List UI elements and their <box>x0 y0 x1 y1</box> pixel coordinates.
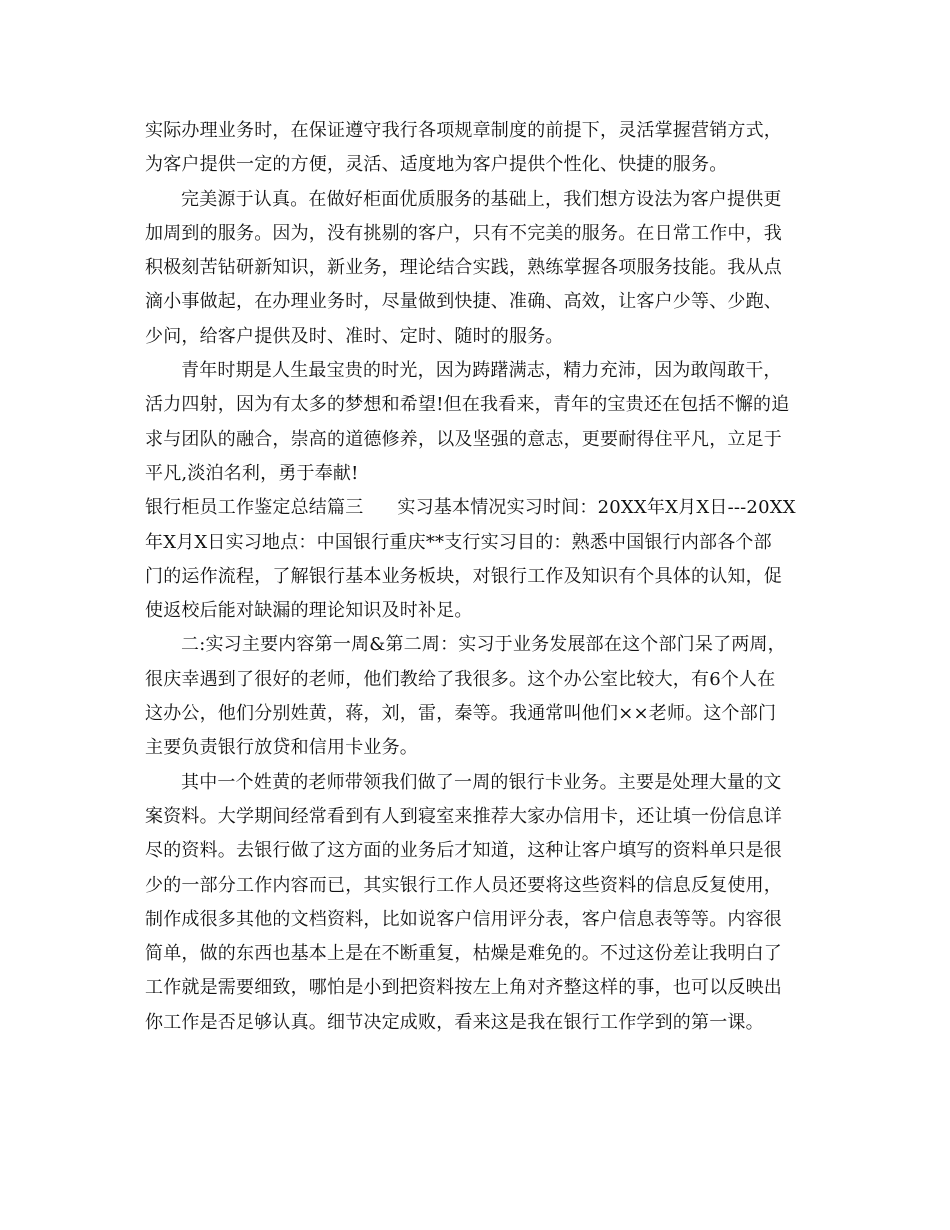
text-line: 平凡,淡泊名利，勇于奉献! <box>145 462 359 484</box>
paragraph-2 <box>145 183 810 354</box>
section-heading: 银行柜员工作鉴定总结篇三 <box>145 497 364 519</box>
text-line: 滴小事做起，在办理业务时，尽量做到快捷、准确、高效，让客户少等、少跑、 <box>145 291 782 313</box>
text-line: 使返校后能对缺漏的理论知识及时补足。 <box>145 600 473 622</box>
text-line: 这办公，他们分别姓黄，蒋，刘，雷，秦等。我通常叫他们××老师。这个部门 <box>145 703 777 725</box>
paragraph-4 <box>145 491 810 628</box>
text-line: 二:实习主要内容第一周&第二周：实习于业务发展部在这个部门呆了两周， <box>181 634 786 656</box>
text-line: 其中一个姓黄的老师带领我们做了一周的银行卡业务。主要是处理大量的文 <box>181 771 782 793</box>
paragraph-6 <box>145 766 810 1040</box>
text-line: 尽的资料。去银行做了这方面的业务后才知道，这种让客户填写的资料单只是很 <box>145 840 782 862</box>
text-line: 青年时期是人生最宝贵的时光，因为踌躇满志，精力充沛，因为敢闯敢干， <box>181 360 782 382</box>
paragraph-3 <box>145 354 810 491</box>
text-line: 实际办理业务时，在保证遵守我行各项规章制度的前提下，灵活掌握营销方式， <box>145 120 782 141</box>
text-line: 少的一部分工作内容而已，其实银行工作人员还要将这些资料的信息反复使用， <box>145 874 782 896</box>
text-segment: 实习基本情况实习时间：20XX年X月X日---20XX <box>397 497 796 519</box>
text-line: 完美源于认真。在做好柜面优质服务的基础上，我们想方设法为客户提供更 <box>181 188 782 210</box>
paragraph-1 <box>145 114 810 183</box>
text-line <box>145 491 810 525</box>
text-line: 积极刻苦钻研新知识，新业务，理论结合实践，熟练掌握各项服务技能。我从点 <box>145 257 782 279</box>
text-line: 制作成很多其他的文档资料，比如说客户信用评分表，客户信息表等等。内容很 <box>145 908 782 930</box>
text-line: 主要负责银行放贷和信用卡业务。 <box>145 737 418 759</box>
text-line: 工作就是需要细致，哪怕是小到把资料按左上角对齐整这样的事，也可以反映出 <box>145 977 782 999</box>
paragraph-5 <box>145 628 810 765</box>
text-line: 门的运作流程，了解银行基本业务板块，对银行工作及知识有个具体的认知，促 <box>145 565 782 587</box>
text-line: 案资料。大学期间经常看到有人到寝室来推荐大家办信用卡，还让填一份信息详 <box>145 805 782 827</box>
text-line: 加周到的服务。因为，没有挑剔的客户，只有不完美的服务。在日常工作中，我 <box>145 222 782 244</box>
text-line: 简单，做的东西也基本上是在不断重复，枯燥是难免的。不过这份差让我明白了 <box>145 943 782 965</box>
document-page <box>145 114 810 1040</box>
text-line: 少问，给客户提供及时、准时、定时、随时的服务。 <box>145 325 564 347</box>
text-line: 求与团队的融合，崇高的道德修养，以及坚强的意志，更要耐得住平凡，立足于 <box>145 428 782 450</box>
text-line: 你工作是否足够认真。细节决定成败，看来这是我在银行工作学到的第一课。 <box>145 1011 764 1033</box>
text-line: 活力四射，因为有太多的梦想和希望!但在我看来，青年的宝贵还在包括不懈的追 <box>145 394 790 416</box>
text-line: 年X月X日实习地点：中国银行重庆**支行实习目的：熟悉中国银行内部各个部 <box>145 531 772 553</box>
text-line: 很庆幸遇到了很好的老师，他们教给了我很多。这个办公室比较大，有6个人在 <box>145 668 776 690</box>
text-line: 为客户提供一定的方便，灵活、适度地为客户提供个性化、快捷的服务。 <box>145 154 728 176</box>
